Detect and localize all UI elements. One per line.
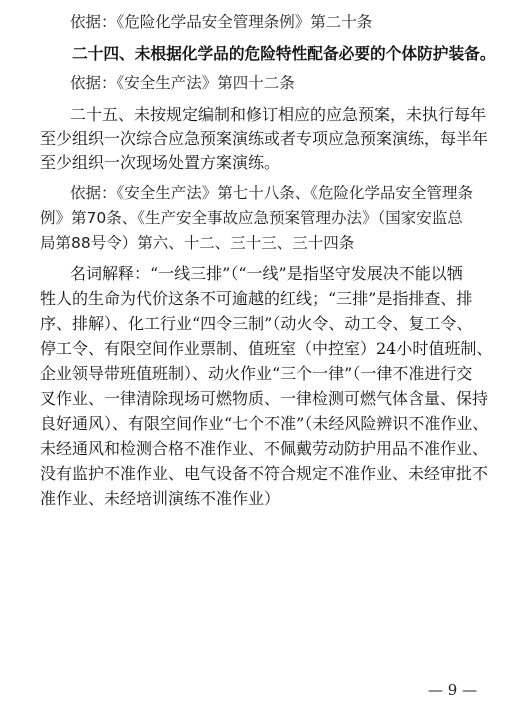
page-number: — 9 —: [428, 681, 478, 699]
item-24-heading: 二十四、未根据化学品的危险特性配备必要的个体防护装备。: [72, 44, 496, 63]
legal-basis-article-20: 依据：《危险化学品安全管理条例》第二十条: [70, 13, 373, 31]
glossary-line-8: 未经通风和检测合格不准作业、不佩戴劳动防护用品不准作业、: [40, 439, 489, 458]
item-25-line-1: 二十五、未按规定编制和修订相应的应急预案，未执行每年: [70, 105, 487, 124]
legal-basis-line-1: 依据：《安全生产法》第七十八条、《危险化学品安全管理条: [70, 184, 474, 202]
glossary-line-4: 停工令、有限空间作业票制、值班室（中控室）24小时值班制、: [40, 339, 493, 358]
glossary-line-7: 良好通风）、有限空间作业“七个不准”（未经风险辨识不准作业、: [40, 414, 489, 433]
item-25-line-2: 至少组织一次综合应急预案演练或者专项应急预案演练，每半年: [40, 129, 489, 148]
glossary-line-10: 准作业、未经培训演练不准作业）: [40, 489, 281, 508]
legal-basis-line-2: 例》第70条、《生产安全事故应急预案管理办法》（国家安监总: [40, 209, 463, 227]
glossary-line-5: 企业领导带班值班制）、动火作业“三个一律”（一律不准进行交: [40, 364, 473, 383]
glossary-line-2: 牲人的生命为代价这条不可逾越的红线；“三排”是指排查、排: [40, 289, 473, 308]
item-25-line-3: 至少组织一次现场处置方案演练。: [40, 153, 281, 172]
legal-basis-line-3: 局第88号令）第六、十二、三十三、三十四条: [40, 234, 355, 252]
glossary-line-9: 没有监护不准作业、电气设备不符合规定不准作业、未经审批不: [40, 464, 489, 483]
glossary-line-6: 叉作业、一律清除现场可燃物质、一律检测可燃气体含量、保持: [40, 389, 489, 408]
glossary-line-3: 序、排解）、化工行业“四令三制”（动火令、动工令、复工令、: [40, 314, 473, 333]
legal-basis-article-42: 依据：《安全生产法》第四十二条: [70, 74, 295, 92]
glossary-line-1: 名词解释：“一线三排”（“一线”是指坚守发展决不能以牺: [70, 264, 463, 283]
